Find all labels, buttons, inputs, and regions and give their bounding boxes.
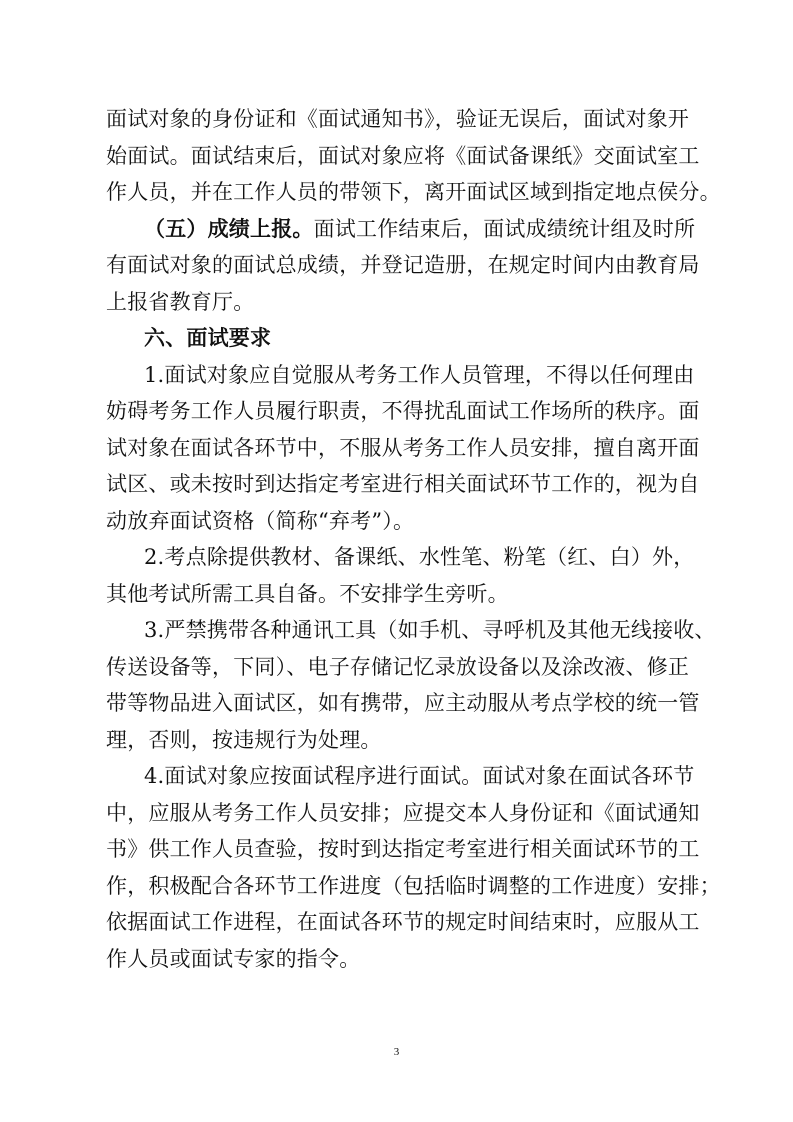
text-span: 面试工作结束后，面试成绩统计组及时所 (313, 216, 696, 241)
text-line (106, 211, 696, 248)
text-line: 妨碍考务工作人员履行职责，不得扰乱面试工作场所的秩序。面 (106, 399, 700, 423)
text-line: 书》供工作人员查验，按时到达指定考室进行相关面试环节的工 (106, 837, 700, 861)
text-line: 试区、或未按时到达指定考室进行相关面试环节工作的，视为自 (106, 472, 700, 496)
text-line: 动放弃面试资格（简称“弃考”）。 (106, 508, 415, 533)
text-line: 上报省教育厅。 (106, 289, 255, 314)
requirement-item-1 (106, 357, 700, 540)
text-line: 作，积极配合各环节工作进度（包括临时调整的工作进度）安排； (106, 873, 721, 898)
requirement-item-2 (106, 539, 695, 612)
paragraph-score-report (106, 211, 700, 321)
page-number: 3 (393, 1046, 400, 1058)
text-line: 中，应服从考务工作人员安排；应提交本人身份证和《面试通知 (106, 800, 700, 825)
paragraph-interview-start (106, 101, 721, 211)
subheading-score-report: （五）成绩上报。 (144, 215, 314, 241)
text-line: 传送设备等，下同）、电子存储记忆录放设备以及涂改液、修正 (106, 654, 690, 679)
text-line: 作人员，并在工作人员的带领下，离开面试区域到指定地点侯分。 (106, 180, 721, 204)
text-line: 其他考试所需工具自备。不安排学生旁听。 (106, 581, 509, 606)
text-line: 面试对象的身份证和《面试通知书》，验证无误后，面试对象开 (106, 107, 690, 131)
requirement-item-3 (106, 612, 716, 758)
text-line: 试对象在面试各环节中，不服从考务工作人员安排，擅自离开面 (106, 435, 700, 460)
text-line: 1.面试对象应自觉服从考务工作人员管理，不得以任何理由 (144, 362, 695, 387)
requirement-item-4 (106, 758, 721, 977)
text-line: 2.考点除提供教材、备课纸、水性笔、粉笔（红、白）外， (144, 545, 695, 569)
text-line: 带等物品进入面试区，如有携带，应主动服从考点学校的统一管 (106, 691, 700, 715)
text-line: 3.严禁携带各种通讯工具（如手机、寻呼机及其他无线接收、 (144, 618, 716, 642)
text-line: 有面试对象的面试总成绩，并登记造册，在规定时间内由教育局 (106, 253, 700, 277)
document-body (106, 101, 721, 977)
text-line: 依据面试工作进程，在面试各环节的规定时间结束时，应服从工 (106, 910, 700, 934)
text-line: 4.面试对象应按面试程序进行面试。面试对象在面试各环节 (144, 764, 695, 788)
text-line: 始面试。面试结束后，面试对象应将《面试备课纸》交面试室工 (106, 143, 700, 168)
section-heading: 六、面试要求 (144, 325, 272, 350)
text-line: 理，否则，按违规行为处理。 (106, 727, 382, 752)
text-line: 作人员或面试专家的指令。 (106, 946, 361, 971)
